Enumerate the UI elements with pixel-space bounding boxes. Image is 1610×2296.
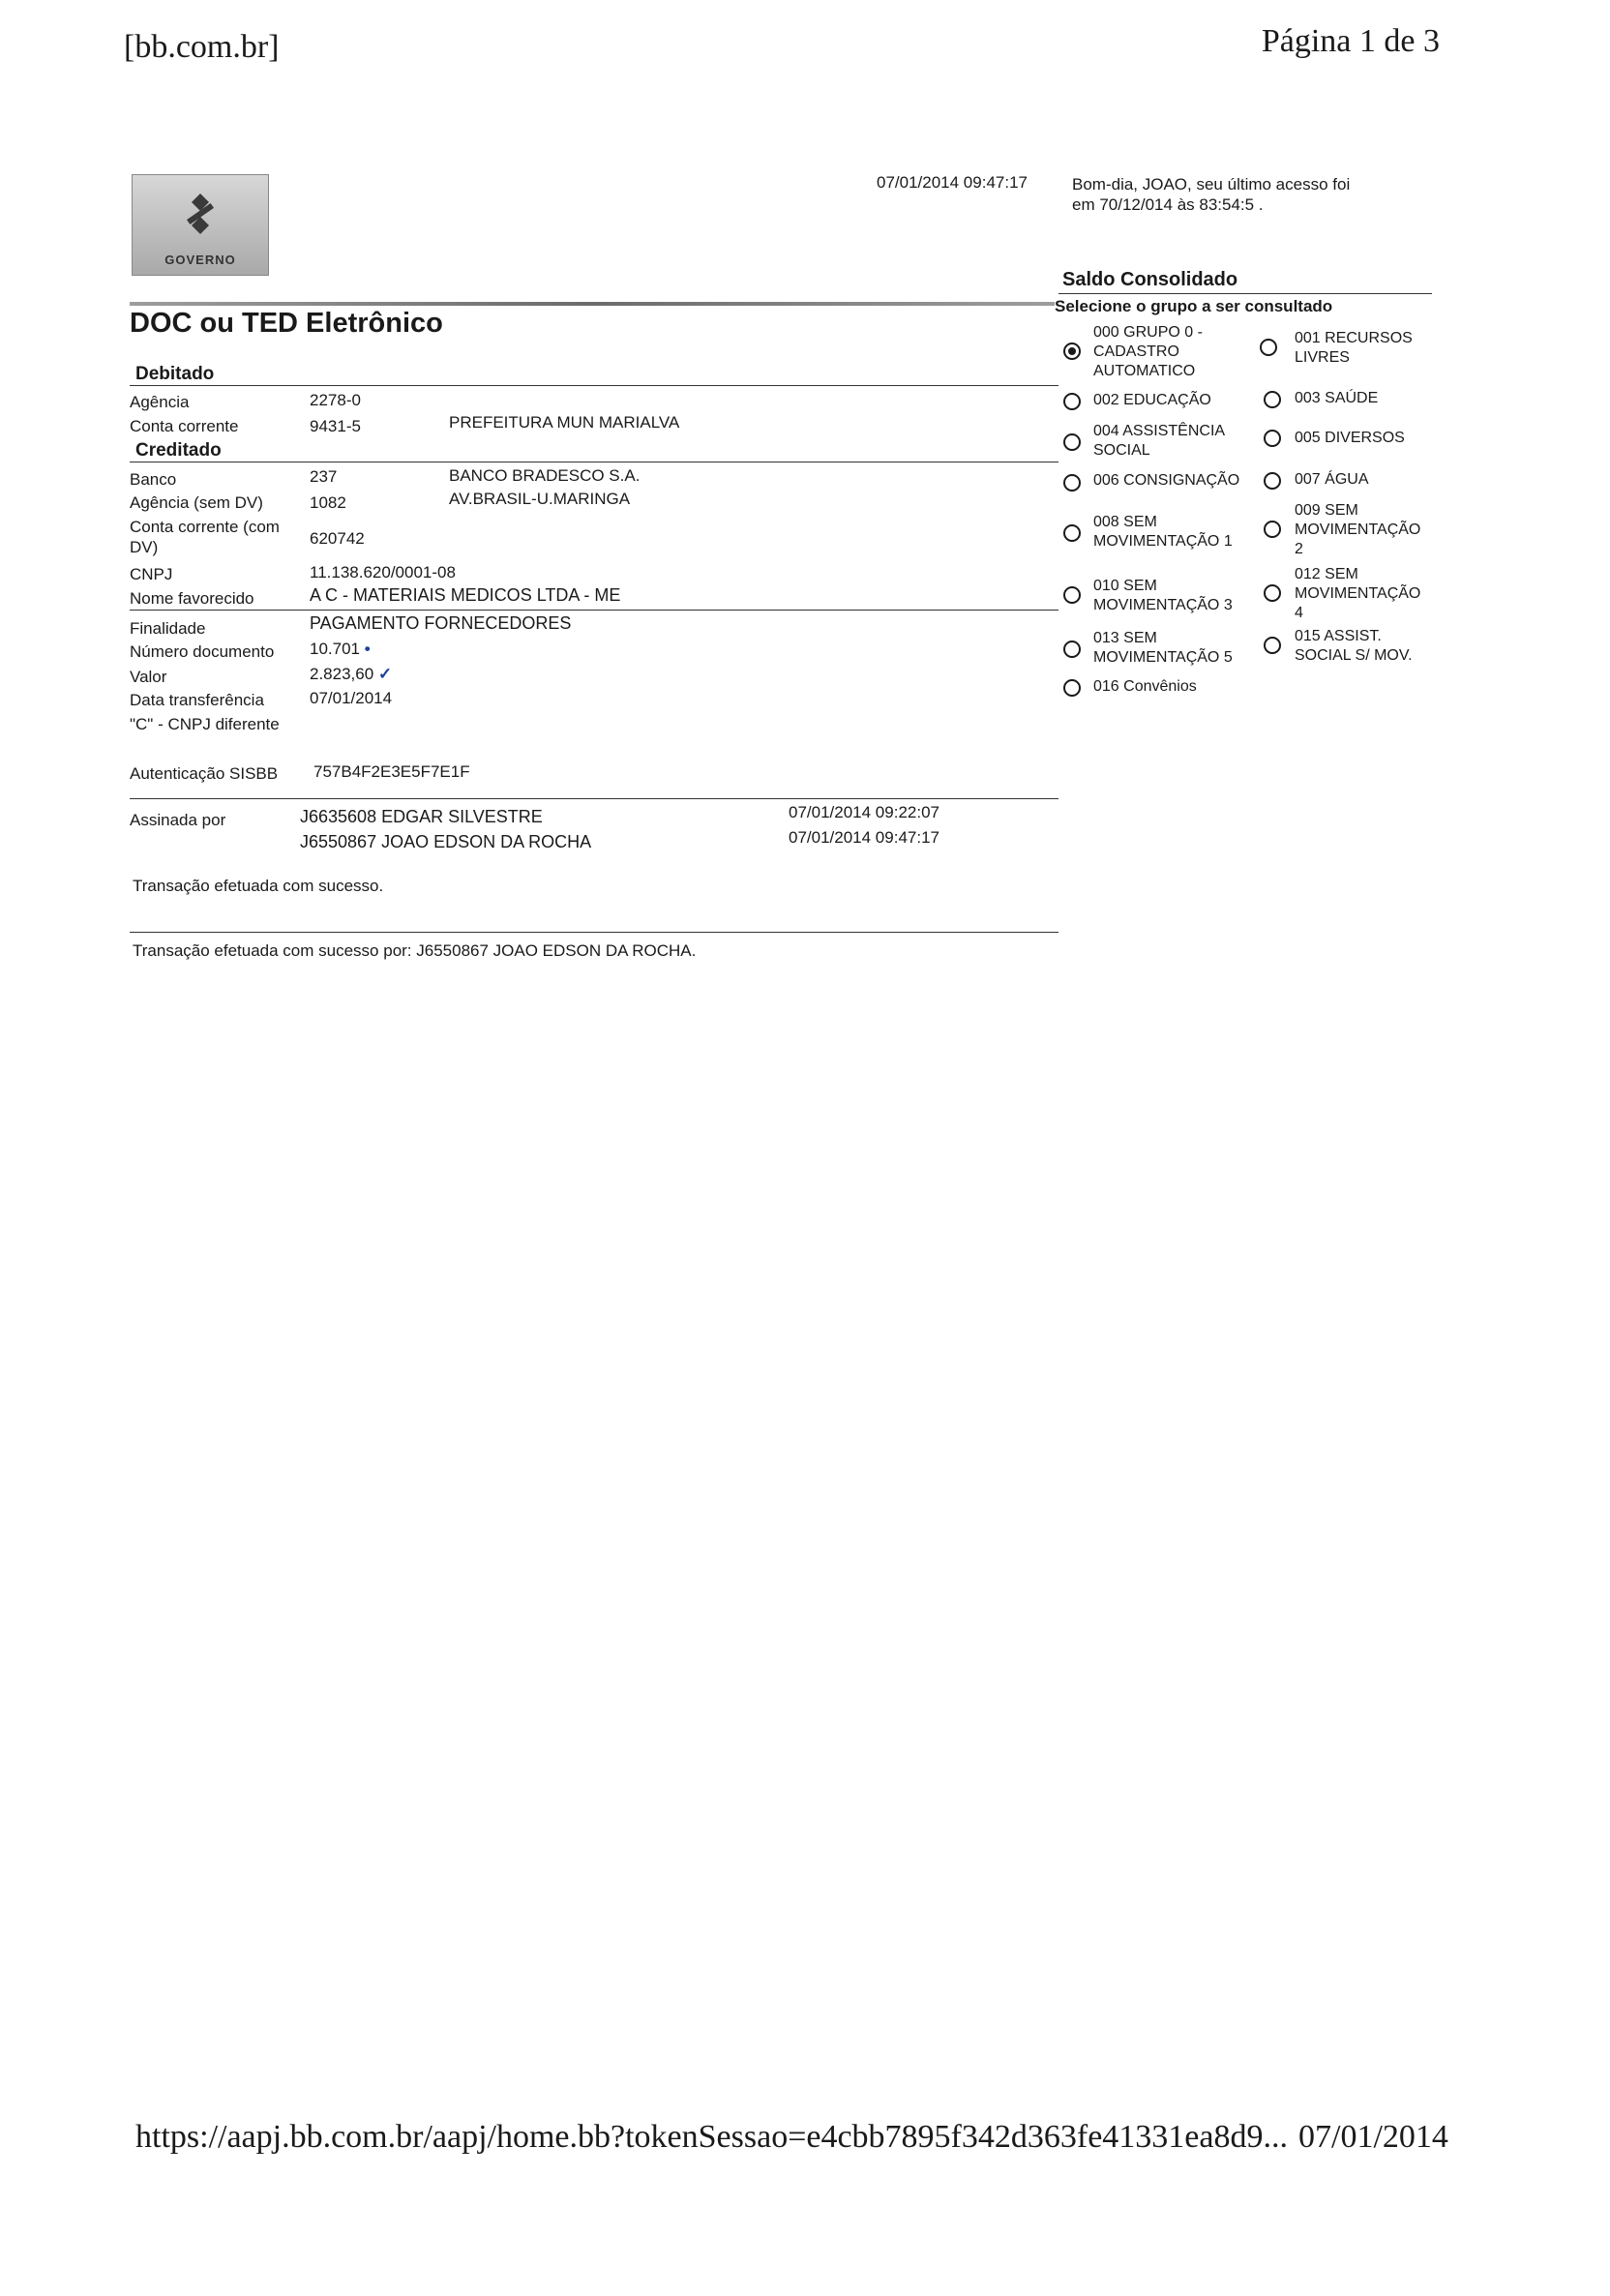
agencia-value: 2278-0 bbox=[310, 391, 361, 409]
radio-009-sem-movimentacao-2[interactable] bbox=[1264, 521, 1281, 538]
data-transferencia-value: 07/01/2014 bbox=[310, 689, 393, 707]
option-007-line1: 007 ÁGUA bbox=[1295, 471, 1369, 488]
pen-check-icon: ✓ bbox=[377, 665, 393, 683]
saldo-heading: Saldo Consolidado bbox=[1062, 269, 1238, 290]
agencia-label: Agência bbox=[130, 393, 190, 411]
option-012-line3: 4 bbox=[1295, 605, 1303, 621]
option-012-line2: MOVIMENTAÇÃO bbox=[1295, 585, 1421, 602]
print-footer-url: https://aapj.bb.com.br/aapj/home.bb?tokenSessao=e4cbb7895f342d363fe41331ea8d9... bbox=[135, 2119, 1288, 2155]
option-008-line2: MOVIMENTAÇÃO 1 bbox=[1093, 533, 1233, 550]
status-message: Transação efetuada com sucesso. bbox=[133, 877, 384, 895]
option-015-line2: SOCIAL S/ MOV. bbox=[1295, 647, 1413, 664]
pen-tick-icon: • bbox=[364, 640, 371, 658]
signatures-divider bbox=[130, 798, 1058, 799]
cnpj-note: "C" - CNPJ diferente bbox=[130, 715, 280, 733]
data-transferencia-label: Data transferência bbox=[130, 691, 264, 709]
saldo-divider bbox=[1058, 293, 1432, 294]
banco-value: 237 bbox=[310, 467, 338, 486]
option-000-line2: CADASTRO bbox=[1093, 343, 1179, 360]
radio-005-diversos[interactable] bbox=[1264, 430, 1281, 447]
radio-013-sem-movimentacao-5[interactable] bbox=[1063, 641, 1081, 658]
bank-logo[interactable] bbox=[132, 174, 269, 276]
conta-credito-label-2: DV) bbox=[130, 538, 159, 556]
radio-007-agua[interactable] bbox=[1264, 472, 1281, 490]
section-debitado-heading: Debitado bbox=[135, 364, 215, 384]
cnpj-value: 11.138.620/0001-08 bbox=[310, 563, 456, 581]
finalidade-label: Finalidade bbox=[130, 619, 206, 638]
radio-002-educacao[interactable] bbox=[1063, 393, 1081, 410]
agencia-credito-label: Agência (sem DV) bbox=[130, 493, 263, 512]
option-010-line2: MOVIMENTAÇÃO 3 bbox=[1093, 597, 1233, 613]
section-divider bbox=[130, 610, 1058, 611]
autenticacao-value: 757B4F2E3E5F7E1F bbox=[313, 762, 470, 781]
print-header-page-number: Página 1 de 3 bbox=[1261, 23, 1440, 59]
valor-text: 2.823,60 bbox=[310, 665, 374, 683]
greeting-line-2: em 70/12/014 às 83:54:5 . bbox=[1072, 195, 1264, 214]
banco-label: Banco bbox=[130, 470, 177, 489]
favorecido-label: Nome favorecido bbox=[130, 589, 254, 608]
radio-008-sem-movimentacao-1[interactable] bbox=[1063, 524, 1081, 542]
agencia-credito-value: 1082 bbox=[310, 493, 346, 512]
option-009-line2: MOVIMENTAÇÃO bbox=[1295, 522, 1421, 538]
conta-credito-value: 620742 bbox=[310, 529, 365, 548]
banco-name: BANCO BRADESCO S.A. bbox=[449, 466, 641, 485]
option-013-line1: 013 SEM bbox=[1093, 630, 1157, 646]
signer-2-datetime: 07/01/2014 09:47:17 bbox=[789, 828, 939, 847]
valor-value bbox=[310, 665, 392, 684]
radio-001-recursos-livres[interactable] bbox=[1260, 339, 1277, 356]
assinada-por-label: Assinada por bbox=[130, 811, 226, 829]
option-004-line1: 004 ASSISTÊNCIA bbox=[1093, 423, 1226, 439]
agencia-credito-name: AV.BRASIL-U.MARINGA bbox=[449, 490, 631, 508]
logo-caption: GOVERNO bbox=[164, 253, 236, 267]
option-006-line1: 006 CONSIGNAÇÃO bbox=[1093, 472, 1240, 489]
radio-016-convenios[interactable] bbox=[1063, 679, 1081, 697]
conta-credito-label: Conta corrente (com bbox=[130, 518, 280, 536]
section-creditado-heading: Creditado bbox=[135, 440, 222, 461]
option-008-line1: 008 SEM bbox=[1093, 514, 1157, 530]
option-009-line1: 009 SEM bbox=[1295, 502, 1358, 519]
option-000-line1: 000 GRUPO 0 - bbox=[1093, 324, 1203, 341]
greeting-line-1: Bom-dia, JOAO, seu último acesso foi bbox=[1072, 175, 1351, 194]
radio-000-grupo-0[interactable] bbox=[1063, 343, 1081, 360]
saldo-subheading: Selecione o grupo a ser consultado bbox=[1055, 297, 1333, 315]
status-message-detail: Transação efetuada com sucesso por: J6550867 JOAO EDSON DA ROCHA. bbox=[133, 941, 697, 960]
banco-do-brasil-logo-icon bbox=[176, 190, 224, 238]
option-009-line3: 2 bbox=[1295, 541, 1303, 557]
option-012-line1: 012 SEM bbox=[1295, 566, 1358, 582]
numero-documento-value bbox=[310, 640, 371, 659]
status-divider bbox=[130, 932, 1058, 933]
numero-documento-text: 10.701 bbox=[310, 640, 360, 658]
header-divider bbox=[130, 302, 1055, 306]
conta-label: Conta corrente bbox=[130, 417, 239, 435]
radio-015-assist-social-s-mov[interactable] bbox=[1264, 637, 1281, 654]
signer-1-datetime: 07/01/2014 09:22:07 bbox=[789, 803, 939, 821]
option-002-line1: 002 EDUCAÇÃO bbox=[1093, 392, 1211, 408]
numero-documento-label: Número documento bbox=[130, 642, 275, 661]
autenticacao-label: Autenticação SISBB bbox=[130, 764, 279, 783]
option-016-line1: 016 Convênios bbox=[1093, 678, 1197, 695]
session-datetime: 07/01/2014 09:47:17 bbox=[877, 173, 1028, 192]
conta-value: 9431-5 bbox=[310, 417, 361, 435]
option-015-line1: 015 ASSIST. bbox=[1295, 628, 1382, 644]
radio-006-consignacao[interactable] bbox=[1063, 474, 1081, 492]
section-divider bbox=[130, 385, 1058, 386]
radio-010-sem-movimentacao-3[interactable] bbox=[1063, 586, 1081, 604]
print-footer-date: 07/01/2014 bbox=[1298, 2119, 1448, 2155]
option-001-line2: LIVRES bbox=[1295, 349, 1350, 366]
conta-holder: PREFEITURA MUN MARIALVA bbox=[449, 413, 680, 432]
option-003-line1: 003 SAÚDE bbox=[1295, 390, 1379, 406]
print-header-site: [bb.com.br] bbox=[124, 29, 280, 65]
radio-003-saude[interactable] bbox=[1264, 391, 1281, 408]
radio-004-assistencia-social[interactable] bbox=[1063, 433, 1081, 451]
radio-012-sem-movimentacao-4[interactable] bbox=[1264, 584, 1281, 602]
option-013-line2: MOVIMENTAÇÃO 5 bbox=[1093, 649, 1233, 666]
valor-label: Valor bbox=[130, 668, 167, 686]
signer-1-name: J6635608 EDGAR SILVESTRE bbox=[300, 807, 543, 826]
option-001-line1: 001 RECURSOS bbox=[1295, 330, 1413, 346]
option-000-line3: AUTOMATICO bbox=[1093, 363, 1196, 379]
signer-2-name: J6550867 JOAO EDSON DA ROCHA bbox=[300, 832, 592, 851]
option-005-line1: 005 DIVERSOS bbox=[1295, 430, 1405, 446]
favorecido-value: A C - MATERIAIS MEDICOS LTDA - ME bbox=[310, 585, 621, 605]
option-004-line2: SOCIAL bbox=[1093, 442, 1150, 459]
option-010-line1: 010 SEM bbox=[1093, 578, 1157, 594]
finalidade-value: PAGAMENTO FORNECEDORES bbox=[310, 613, 572, 633]
cnpj-label: CNPJ bbox=[130, 565, 173, 583]
page-title: DOC ou TED Eletrônico bbox=[130, 308, 443, 339]
